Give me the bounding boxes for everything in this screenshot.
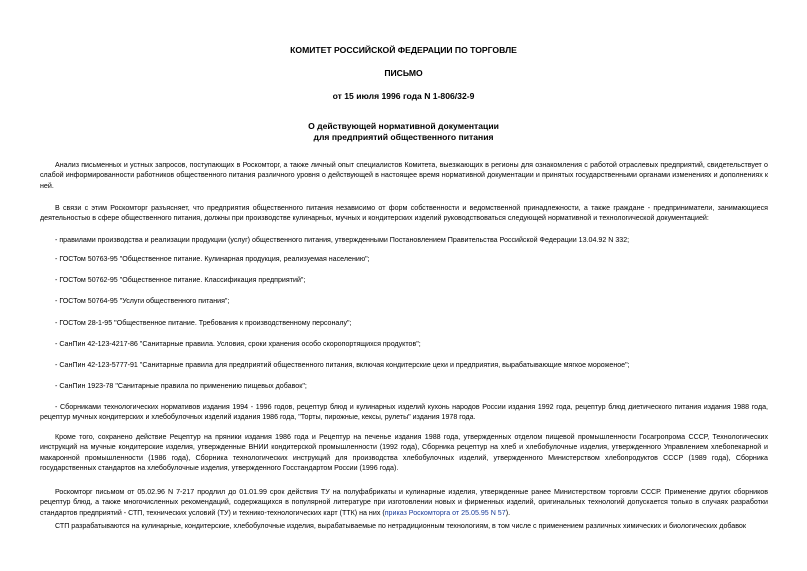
paragraph-additional-recipes: Кроме того, сохранено действие Рецептур на пряники издания 1986 года и Рецептур на печенье издания 1988 года, утвержденных отделом пищевой промышленности Госагропрома СССР, Технологических инструкций на мучные кондитерские изделия, утвержденные ВНИИ кондитерской промышленности (1992 года), Сборника рецептур на хлеб и хлебобулочные изделия, утвержденного Управлением хлебопекарной и макаронной промышленности (1986 года), Сборника технологических инструкций для производства хлебобулочных изделий, утвержденного Министерством хлебопродуктов СССР (1989 года), Сборника государственных стандартов на хлебобулочные изделия, утвержденного Госстандартом России (1996 года). — [40, 433, 768, 473]
list-item-sanpin-1923: - СанПин 1923-78 "Санитарные правила по применению пищевых добавок"; — [55, 382, 307, 390]
date-number-line: от 15 июля 1996 года N 1-806/32-9 — [332, 91, 475, 101]
list-item-gost-50763: - ГОСТом 50763-95 "Общественное питание. Кулинарная продукция, реализуемая населению"; — [55, 255, 370, 263]
list-item-gost-50764: - ГОСТом 50764-95 "Услуги общественного питания"; — [55, 297, 230, 305]
list-item-sanpin-4217: - СанПин 42-123-4217-86 "Санитарные правила. Условия, сроки хранения особо скоропортящихся продуктов"; — [55, 340, 421, 348]
paragraph-roskomtorg-letter-end: ). — [505, 508, 511, 517]
doc-type-heading: ПИСЬМО — [384, 68, 423, 78]
order-roskomtorg-link[interactable]: приказ Роскомторга от 25.05.95 N 57 — [384, 508, 506, 517]
org-heading: КОМИТЕТ РОССИЙСКОЙ ФЕДЕРАЦИИ ПО ТОРГОВЛЕ — [290, 45, 517, 55]
doc-title-line-1: О действующей нормативной документации — [308, 121, 499, 131]
paragraph-roskomtorg-letter-text: Роскомторг письмом от 05.02.96 N 7-217 продлил до 01.01.99 срок действия ТУ на полуфабрикаты и кулинарные изделия, утвержденные ранее Министерством торговли СССР. Применение других сборников рецептур блюд, а также многочисленных рекомендаций, содержащихся в популярной литературе при изготовлении новых и фирменных изделий, оригинальных технологий допускается только в случаях разработки стандартов предприятий - СТП, технических условий (ТУ) и технико-технологических карт (ТТК) на них ( — [40, 488, 768, 517]
paragraph-intro: Анализ письменных и устных запросов, поступающих в Роскомторг, а также личный опыт специалистов Комитета, выезжающих в регионы для ознакомления с работой отраслевых предприятий, свидетельствует о слабой информированности работников общественного питания различного уровня о действующей в настоящее время нормативной документации и принятых государственными органами изменениях и дополнениях к ней. — [40, 161, 768, 190]
list-item-gost-28-1: - ГОСТом 28-1-95 "Общественное питание. Требования к производственному персоналу"; — [55, 319, 352, 327]
list-item-gost-50762: - ГОСТом 50762-95 "Общественное питание. Классификация предприятий"; — [55, 276, 306, 284]
doc-title-line-2: для предприятий общественного питания — [313, 132, 494, 142]
paragraph-collections: - Сборниками технологических нормативов издания 1994 - 1996 годов, рецептур блюд и кулинарных изделий кухонь народов России издания 1992 года, рецептур блюд диетического питания издания 1988 года, рецептур мучных кондитерских и хлебобулочных изделий издания 1986 года, "Торты, пирожные, кексы, рулеты" издания 1978 года. — [40, 403, 768, 422]
list-item-sanpin-5777: - СанПин 42-123-5777-91 "Санитарные правила для предприятий общественного питания, включая кондитерские цехи и предприятия, вырабатывающие мягкое мороженое"; — [55, 361, 630, 369]
paragraph-clarification: В связи с этим Роскомторг разъясняет, что предприятия общественного питания независимо от форм собственности и ведомственной принадлежности, а также граждане - предприниматели, занимающиеся деятельностью в сфере общественного питания, должны при производстве кулинарных, мучных и кондитерских изделий руководствоваться следующей нормативной и технологической документацией: — [40, 204, 768, 223]
paragraph-stp: СТП разрабатываются на кулинарные, кондитерские, хлебобулочные изделия, вырабатываемые по нетрадиционным технологиям, в том числе с применением различных химических и биологических добавок — [55, 522, 746, 530]
list-item-rules: - правилами производства и реализации продукции (услуг) общественного питания, утвержденными Постановлением Правительства Российской Федерации 13.04.92 N 332; — [55, 236, 630, 244]
paragraph-roskomtorg-letter — [40, 487, 768, 518]
